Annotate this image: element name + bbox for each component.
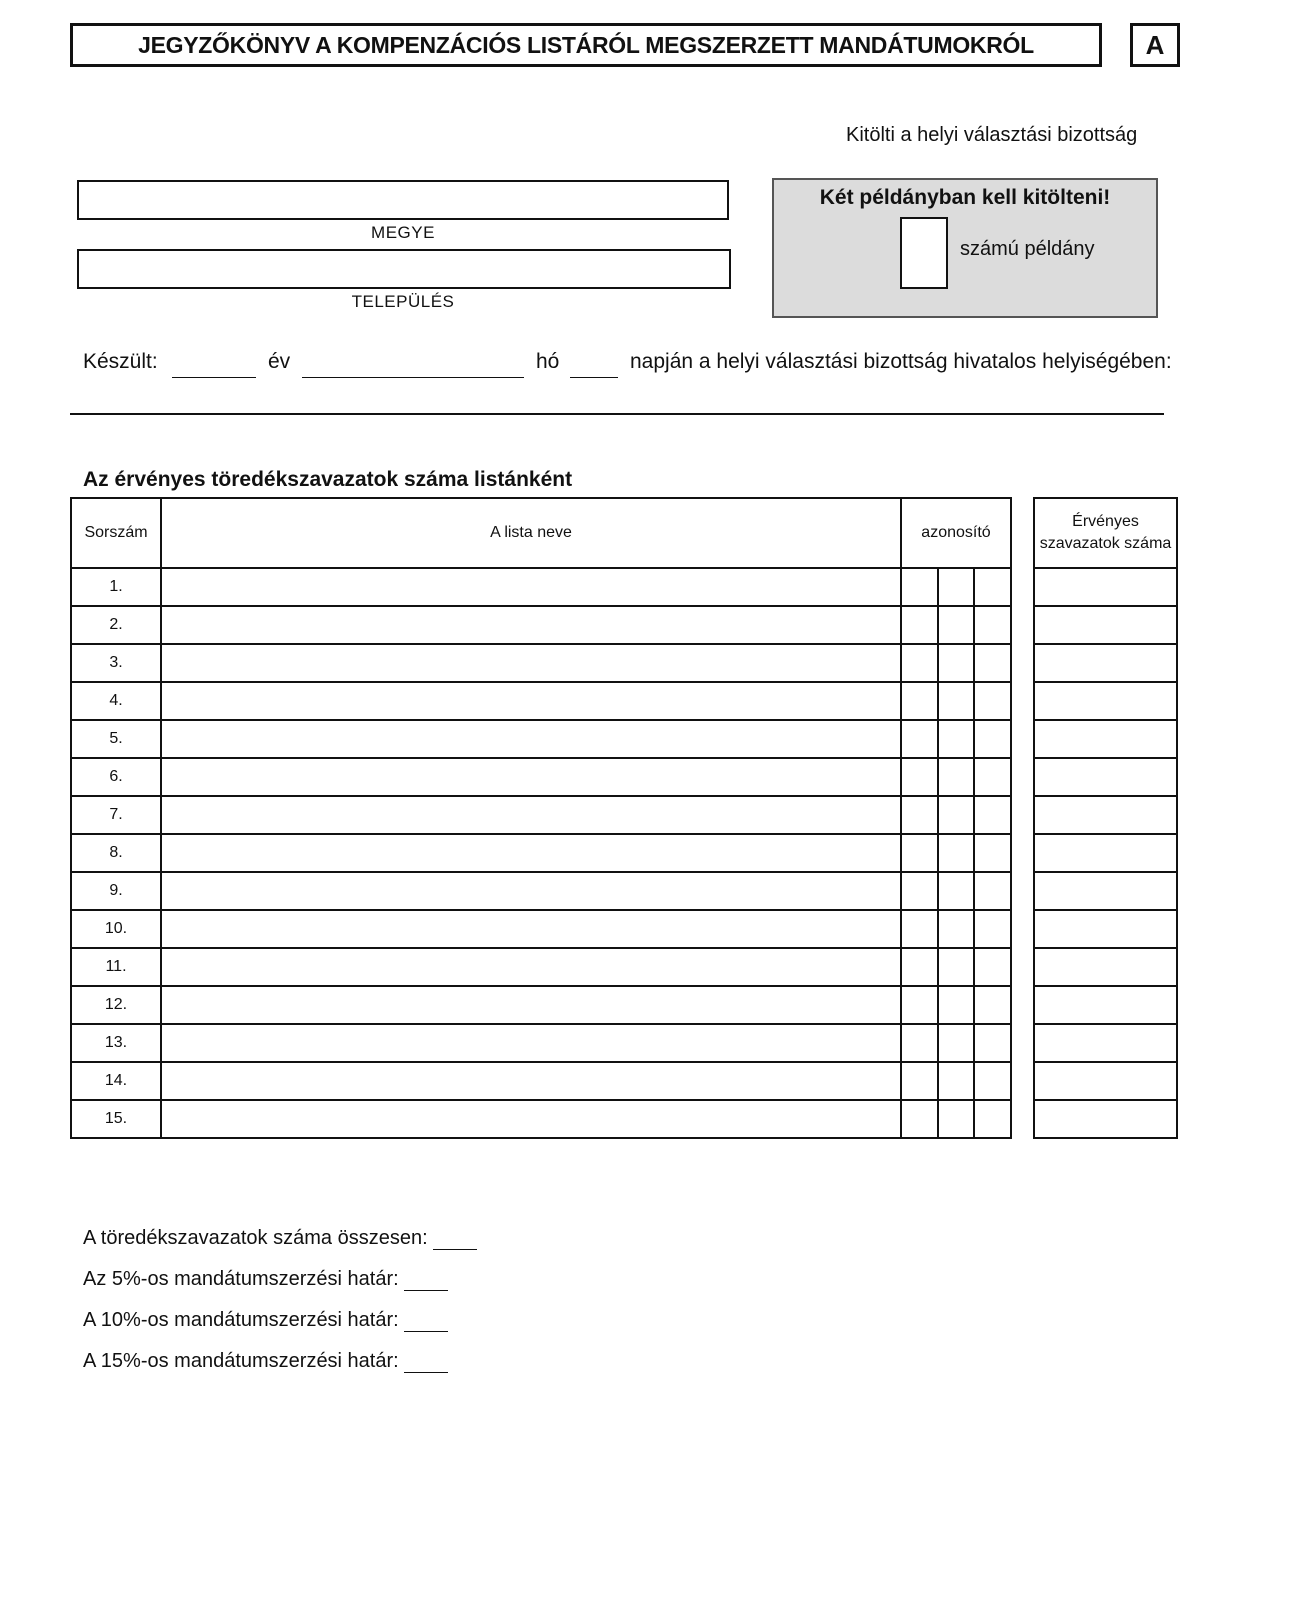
table-row xyxy=(71,606,1011,644)
row-number: 15. xyxy=(71,1100,161,1138)
identifier-cell[interactable] xyxy=(901,758,938,796)
identifier-cell[interactable] xyxy=(938,796,975,834)
settlement-label: TELEPÜLÉS xyxy=(351,292,455,311)
list-name-cell[interactable] xyxy=(161,872,901,910)
identifier-cell[interactable] xyxy=(901,1024,938,1062)
serial-header: Sorszám xyxy=(71,498,161,568)
made-prefix: Készült: xyxy=(83,350,158,373)
identifier-cell[interactable] xyxy=(938,872,975,910)
valid-votes-row xyxy=(1034,682,1177,720)
fragment-total-field[interactable] xyxy=(433,1229,477,1250)
row-number: 10. xyxy=(71,910,161,948)
list-table xyxy=(70,497,1012,1139)
row-number: 8. xyxy=(71,834,161,872)
list-table-header xyxy=(71,498,1011,568)
identifier-cell[interactable] xyxy=(901,720,938,758)
valid-votes-header-row xyxy=(1034,498,1177,568)
table-row xyxy=(71,1024,1011,1062)
table-row xyxy=(71,872,1011,910)
fragment-total-label: A töredékszavazatok száma összesen: xyxy=(83,1227,428,1249)
threshold-5-label: Az 5%-os mandátumszerzési határ: xyxy=(83,1268,399,1290)
identifier-cell[interactable] xyxy=(901,986,938,1024)
table-row xyxy=(71,986,1011,1024)
filler-note: Kitölti a helyi választási bizottság xyxy=(846,124,1138,146)
threshold-5-line xyxy=(83,1268,448,1291)
copy-notice-box xyxy=(772,178,1158,318)
list-name-header: A lista neve xyxy=(161,498,901,568)
identifier-cell[interactable] xyxy=(901,568,938,606)
list-name-cell[interactable] xyxy=(161,834,901,872)
row-number: 13. xyxy=(71,1024,161,1062)
identifier-cell[interactable] xyxy=(974,910,1011,948)
row-number: 6. xyxy=(71,758,161,796)
identifier-cell[interactable] xyxy=(901,834,938,872)
identifier-cell[interactable] xyxy=(974,872,1011,910)
valid-votes-row xyxy=(1034,1062,1177,1100)
row-number: 5. xyxy=(71,720,161,758)
table-row xyxy=(71,644,1011,682)
identifier-cell[interactable] xyxy=(974,1062,1011,1100)
valid-votes-cell[interactable] xyxy=(1034,1024,1177,1062)
identifier-cell[interactable] xyxy=(901,644,938,682)
identifier-cell[interactable] xyxy=(974,720,1011,758)
made-suffix: napján a helyi választási bizottság hivatalos helyiségében: xyxy=(630,350,1172,373)
table-row xyxy=(71,948,1011,986)
month-field[interactable] xyxy=(302,357,524,378)
identifier-cell[interactable] xyxy=(901,682,938,720)
copy-notice-title: Két példányban kell kitölteni! xyxy=(819,186,1111,209)
form-title-text: JEGYZŐKÖNYV A KOMPENZÁCIÓS LISTÁRÓL MEGSZERZETT MANDÁTUMOKRÓL xyxy=(138,31,1034,58)
valid-votes-row xyxy=(1034,606,1177,644)
identifier-cell[interactable] xyxy=(901,796,938,834)
list-name-cell[interactable] xyxy=(161,606,901,644)
valid-votes-row xyxy=(1034,910,1177,948)
year-word: év xyxy=(268,350,291,373)
row-number: 7. xyxy=(71,796,161,834)
valid-votes-row xyxy=(1034,986,1177,1024)
table-row xyxy=(71,910,1011,948)
identifier-cell[interactable] xyxy=(974,1024,1011,1062)
valid-votes-row xyxy=(1034,872,1177,910)
threshold-15-line xyxy=(83,1350,448,1373)
table-row xyxy=(71,796,1011,834)
valid-votes-table xyxy=(1033,497,1178,1139)
row-number: 14. xyxy=(71,1062,161,1100)
county-label: MEGYE xyxy=(371,223,435,242)
year-field[interactable] xyxy=(172,357,256,378)
valid-votes-cell[interactable] xyxy=(1034,568,1177,606)
form-title xyxy=(70,23,1102,67)
valid-votes-cell[interactable] xyxy=(1034,720,1177,758)
identifier-cell[interactable] xyxy=(974,948,1011,986)
table-row xyxy=(71,1100,1011,1138)
identifier-cell[interactable] xyxy=(938,986,975,1024)
identifier-cell[interactable] xyxy=(938,720,975,758)
copy-number-label: számú példány xyxy=(960,238,1095,260)
copy-number-field[interactable] xyxy=(900,217,948,289)
list-name-cell[interactable] xyxy=(161,910,901,948)
valid-votes-cell[interactable] xyxy=(1034,682,1177,720)
identifier-cell[interactable] xyxy=(901,606,938,644)
identifier-cell[interactable] xyxy=(974,682,1011,720)
threshold-10-line xyxy=(83,1309,448,1332)
valid-votes-cell[interactable] xyxy=(1034,606,1177,644)
identifier-cell[interactable] xyxy=(938,910,975,948)
identifier-cell[interactable] xyxy=(974,758,1011,796)
day-field[interactable] xyxy=(570,357,618,378)
valid-votes-cell[interactable] xyxy=(1034,872,1177,910)
identifier-cell[interactable] xyxy=(938,834,975,872)
valid-votes-header: Érvényes szavazatok száma xyxy=(1034,498,1177,568)
identifier-cell[interactable] xyxy=(974,1100,1011,1138)
list-name-cell[interactable] xyxy=(161,758,901,796)
valid-votes-cell[interactable] xyxy=(1034,1062,1177,1100)
table-row xyxy=(71,758,1011,796)
identifier-cell[interactable] xyxy=(938,1100,975,1138)
row-number: 11. xyxy=(71,948,161,986)
identifier-cell[interactable] xyxy=(938,1062,975,1100)
list-name-cell[interactable] xyxy=(161,682,901,720)
valid-votes-row xyxy=(1034,948,1177,986)
fragment-total-line xyxy=(83,1227,477,1250)
valid-votes-row xyxy=(1034,720,1177,758)
table-row xyxy=(71,1062,1011,1100)
valid-votes-row xyxy=(1034,796,1177,834)
identifier-cell[interactable] xyxy=(938,1024,975,1062)
list-name-cell[interactable] xyxy=(161,948,901,986)
row-number: 1. xyxy=(71,568,161,606)
table-row xyxy=(71,834,1011,872)
settlement-field[interactable] xyxy=(77,249,731,289)
identifier-cell[interactable] xyxy=(974,606,1011,644)
identifier-cell[interactable] xyxy=(901,1062,938,1100)
row-number: 2. xyxy=(71,606,161,644)
valid-votes-cell[interactable] xyxy=(1034,986,1177,1024)
list-name-cell[interactable] xyxy=(161,796,901,834)
table-row xyxy=(71,568,1011,606)
table-row xyxy=(71,720,1011,758)
row-number: 12. xyxy=(71,986,161,1024)
valid-votes-cell[interactable] xyxy=(1034,948,1177,986)
valid-votes-row xyxy=(1034,568,1177,606)
valid-votes-cell[interactable] xyxy=(1034,910,1177,948)
threshold-10-label: A 10%-os mandátumszerzési határ: xyxy=(83,1309,399,1331)
month-word: hó xyxy=(536,350,560,373)
identifier-cell[interactable] xyxy=(974,644,1011,682)
list-name-cell[interactable] xyxy=(161,644,901,682)
identifier-cell[interactable] xyxy=(938,644,975,682)
valid-votes-cell[interactable] xyxy=(1034,758,1177,796)
list-name-cell[interactable] xyxy=(161,720,901,758)
list-name-cell[interactable] xyxy=(161,1062,901,1100)
identifier-cell[interactable] xyxy=(974,834,1011,872)
valid-votes-cell[interactable] xyxy=(1034,1100,1177,1138)
threshold-5-field[interactable] xyxy=(404,1270,448,1291)
county-field[interactable] xyxy=(77,180,729,220)
threshold-15-label: A 15%-os mandátumszerzési határ: xyxy=(83,1350,399,1372)
list-name-cell[interactable] xyxy=(161,1024,901,1062)
identifier-cell[interactable] xyxy=(974,986,1011,1024)
identifier-header: azonosító xyxy=(901,498,1011,568)
form-letter-box xyxy=(1130,23,1180,67)
valid-votes-row xyxy=(1034,644,1177,682)
valid-votes-row xyxy=(1034,1100,1177,1138)
list-name-cell[interactable] xyxy=(161,986,901,1024)
list-name-cell[interactable] xyxy=(161,568,901,606)
valid-votes-row xyxy=(1034,834,1177,872)
row-number: 4. xyxy=(71,682,161,720)
identifier-cell[interactable] xyxy=(938,568,975,606)
threshold-15-field[interactable] xyxy=(404,1352,448,1373)
table-row xyxy=(71,682,1011,720)
list-name-cell[interactable] xyxy=(161,1100,901,1138)
identifier-cell[interactable] xyxy=(974,568,1011,606)
section-title: Az érvényes töredékszavazatok száma listánként xyxy=(83,468,573,491)
row-number: 3. xyxy=(71,644,161,682)
valid-votes-cell[interactable] xyxy=(1034,834,1177,872)
identifier-cell[interactable] xyxy=(974,796,1011,834)
identifier-cell[interactable] xyxy=(938,948,975,986)
threshold-10-field[interactable] xyxy=(404,1311,448,1332)
separator-line xyxy=(70,413,1164,415)
form-letter: A xyxy=(1145,29,1165,60)
valid-votes-row xyxy=(1034,758,1177,796)
identifier-cell[interactable] xyxy=(901,948,938,986)
identifier-cell[interactable] xyxy=(938,606,975,644)
identifier-cell[interactable] xyxy=(901,910,938,948)
valid-votes-row xyxy=(1034,1024,1177,1062)
identifier-cell[interactable] xyxy=(938,758,975,796)
valid-votes-cell[interactable] xyxy=(1034,644,1177,682)
identifier-cell[interactable] xyxy=(901,872,938,910)
identifier-cell[interactable] xyxy=(938,682,975,720)
valid-votes-cell[interactable] xyxy=(1034,796,1177,834)
row-number: 9. xyxy=(71,872,161,910)
identifier-cell[interactable] xyxy=(901,1100,938,1138)
